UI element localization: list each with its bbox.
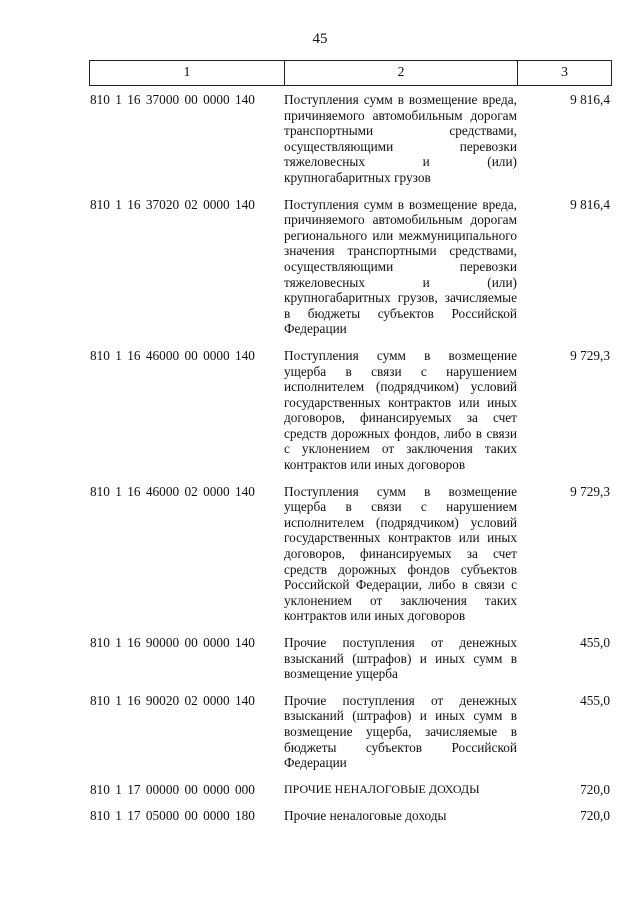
revenue-code: 1 16 46000 00 0000 140 xyxy=(115,347,255,363)
table-row xyxy=(89,693,611,771)
amount: 9 729,3 xyxy=(570,347,610,363)
revenue-description: ПРОЧИЕ НЕНАЛОГОВЫЕ ДОХОДЫ xyxy=(284,781,480,796)
revenue-code: 1 16 37000 00 0000 140 xyxy=(115,92,255,107)
revenue-code: 1 16 90000 00 0000 140 xyxy=(115,635,255,650)
revenue-code: 1 16 37020 02 0000 140 xyxy=(115,196,255,212)
amount: 9 816,4 xyxy=(570,92,610,107)
amount: 720,0 xyxy=(580,781,610,797)
budget-code xyxy=(90,92,255,108)
budget-code xyxy=(90,484,255,500)
admin-code: 810 xyxy=(90,781,110,797)
header-col-1: 1 xyxy=(90,61,285,86)
revenue-code: 1 16 46000 02 0000 140 xyxy=(115,483,255,499)
revenue-description: Поступления сумм в возмещение ущерба в связи с нарушением исполнителем (подрядчиком) условий государственных контрактов или иных договоров, финансируемых за счет средств дорожных фондов субъектов Российской Федерации, либо в связи с уклонением от заключения таких контрактов или иных договоров xyxy=(284,483,517,624)
table-body xyxy=(89,92,611,835)
header-col-2: 2 xyxy=(285,61,518,86)
table-row xyxy=(89,782,611,798)
admin-code: 810 xyxy=(90,692,110,708)
table-row xyxy=(89,808,611,824)
table-header xyxy=(89,60,612,86)
table-row xyxy=(89,484,611,624)
revenue-description: Поступления сумм в возмещение вреда, причиняемого автомобильным дорогам регионального или межмуниципального значения транспортными средствами, осуществляющими перевозки тяжеловесных и (или) крупногабаритных грузов, зачисляемые в бюджеты субъектов Российской Федерации xyxy=(284,196,517,337)
admin-code: 810 xyxy=(90,347,110,363)
admin-code: 810 xyxy=(90,92,110,107)
amount: 9 729,3 xyxy=(570,483,610,499)
revenue-description: Прочие неналоговые доходы xyxy=(284,808,447,824)
budget-code xyxy=(90,348,255,364)
budget-code xyxy=(90,635,255,651)
amount: 455,0 xyxy=(580,692,610,708)
revenue-code: 1 17 00000 00 0000 000 xyxy=(115,781,255,797)
page-number: 45 xyxy=(312,31,328,47)
table-row xyxy=(89,635,611,682)
amount: 455,0 xyxy=(580,635,610,650)
admin-code: 810 xyxy=(90,196,110,212)
table-row xyxy=(89,348,611,473)
revenue-description: Прочие поступления от денежных взысканий (штрафов) и иных сумм в возмещение ущерба, зачисляемые в бюджеты субъектов Российской Федерации xyxy=(284,692,517,771)
revenue-code: 1 17 05000 00 0000 180 xyxy=(115,808,255,824)
table-row xyxy=(89,197,611,337)
budget-code xyxy=(90,782,255,798)
revenue-description: Прочие поступления от денежных взысканий (штрафов) и иных сумм в возмещение ущерба xyxy=(284,635,517,682)
budget-code xyxy=(90,693,255,709)
amount: 720,0 xyxy=(580,808,610,824)
revenue-code: 1 16 90020 02 0000 140 xyxy=(115,692,255,708)
table-row xyxy=(89,92,611,186)
header-col-3: 3 xyxy=(518,61,612,86)
admin-code: 810 xyxy=(90,808,110,824)
budget-code xyxy=(90,197,255,213)
admin-code: 810 xyxy=(90,483,110,499)
admin-code: 810 xyxy=(90,635,110,650)
revenue-description: Поступления сумм в возмещение вреда, причиняемого автомобильным дорогам транспортными средствами, осуществляющими перевозки тяжеловесных и (или) крупногабаритных грузов xyxy=(284,92,517,185)
budget-code xyxy=(90,808,255,824)
amount: 9 816,4 xyxy=(570,196,610,212)
revenue-description: Поступления сумм в возмещение ущерба в связи с нарушением исполнителем (подрядчиком) условий государственных контрактов или иных договоров, финансируемых за счет средств дорожных фондов, либо в связи с уклонением от заключения таких контрактов или иных договоров xyxy=(284,347,517,473)
